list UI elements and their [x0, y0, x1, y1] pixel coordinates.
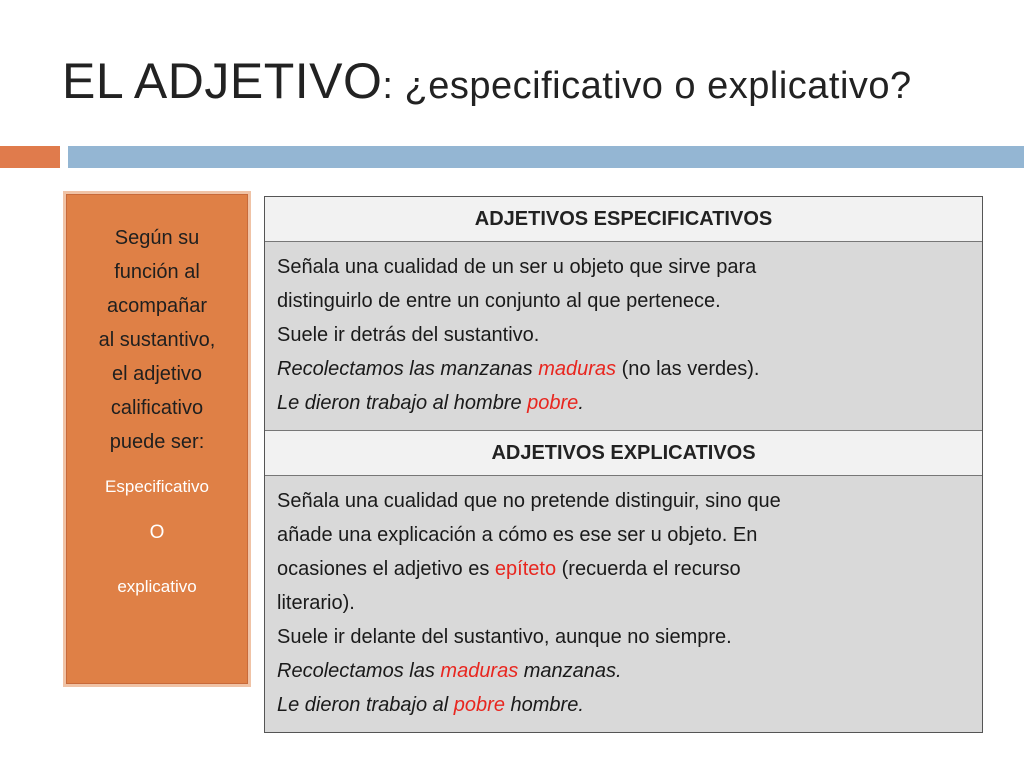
example-text: Le dieron trabajo al hombre — [277, 392, 528, 414]
header-especificativos: ADJETIVOS ESPECIFICATIVOS — [265, 197, 982, 242]
example-text: Recolectamos las — [277, 660, 441, 682]
title-main: EL ADJETIVO — [62, 53, 383, 109]
adjective-comparison-table — [264, 196, 983, 733]
sidebar-option-especificativo: Especificativo — [105, 477, 209, 496]
orange-accent-bar — [0, 146, 60, 168]
example-line — [277, 352, 970, 386]
header-explicativos: ADJETIVOS EXPLICATIVOS — [265, 431, 982, 476]
example-text: Le dieron trabajo al — [277, 694, 454, 716]
example-text: manzanas. — [518, 660, 622, 682]
example-line — [277, 688, 970, 722]
text-line: literario). — [277, 592, 355, 614]
example-line — [277, 386, 970, 420]
highlighted-adjective: maduras — [440, 660, 519, 682]
sidebar-option-explicativo: explicativo — [117, 577, 197, 596]
highlighted-adjective: pobre — [527, 392, 579, 414]
text-line: añade una explicación a cómo es ese ser u objeto. En — [277, 524, 758, 546]
text-line: Señala una cualidad que no pretende distinguir, sino que — [277, 490, 781, 512]
body-especificativos — [265, 242, 982, 431]
text-line: Suele ir detrás del sustantivo. — [277, 324, 540, 346]
example-line — [277, 654, 970, 688]
highlighted-adjective: maduras — [538, 358, 617, 380]
text-line: distinguirlo de entre un conjunto al que pertenece. — [277, 290, 721, 312]
sidebar-intro-line: función al — [114, 261, 200, 283]
highlighted-adjective: pobre — [453, 694, 505, 716]
body-explicativos — [265, 476, 982, 732]
blue-accent-bar — [68, 146, 1024, 168]
highlighted-term: epíteto — [494, 558, 557, 580]
example-text: (no las verdes). — [616, 358, 760, 380]
page-title — [62, 52, 912, 110]
text-line — [277, 552, 970, 586]
example-text: . — [578, 392, 584, 414]
text-segment: (recuerda el recurso — [556, 558, 741, 580]
text-line: Suele ir delante del sustantivo, aunque no siempre. — [277, 626, 732, 648]
classification-sidebar — [66, 194, 248, 684]
sidebar-intro-line: el adjetivo — [111, 363, 203, 385]
sidebar-connector: O — [149, 522, 165, 543]
example-text: Recolectamos las manzanas — [277, 358, 539, 380]
example-text: hombre. — [504, 694, 584, 716]
sidebar-intro-line: calificativo — [110, 397, 204, 419]
sidebar-intro-line: Según su — [114, 227, 200, 249]
text-line: Señala una cualidad de un ser u objeto que sirve para — [277, 256, 757, 278]
title-subtitle: : ¿especificativo o explicativo? — [382, 65, 912, 107]
sidebar-intro — [75, 221, 239, 459]
sidebar-intro-line: puede ser: — [109, 431, 205, 453]
sidebar-intro-line: al sustantivo, — [98, 329, 216, 351]
sidebar-intro-line: acompañar — [106, 295, 208, 317]
text-segment: ocasiones el adjetivo es — [277, 558, 495, 580]
